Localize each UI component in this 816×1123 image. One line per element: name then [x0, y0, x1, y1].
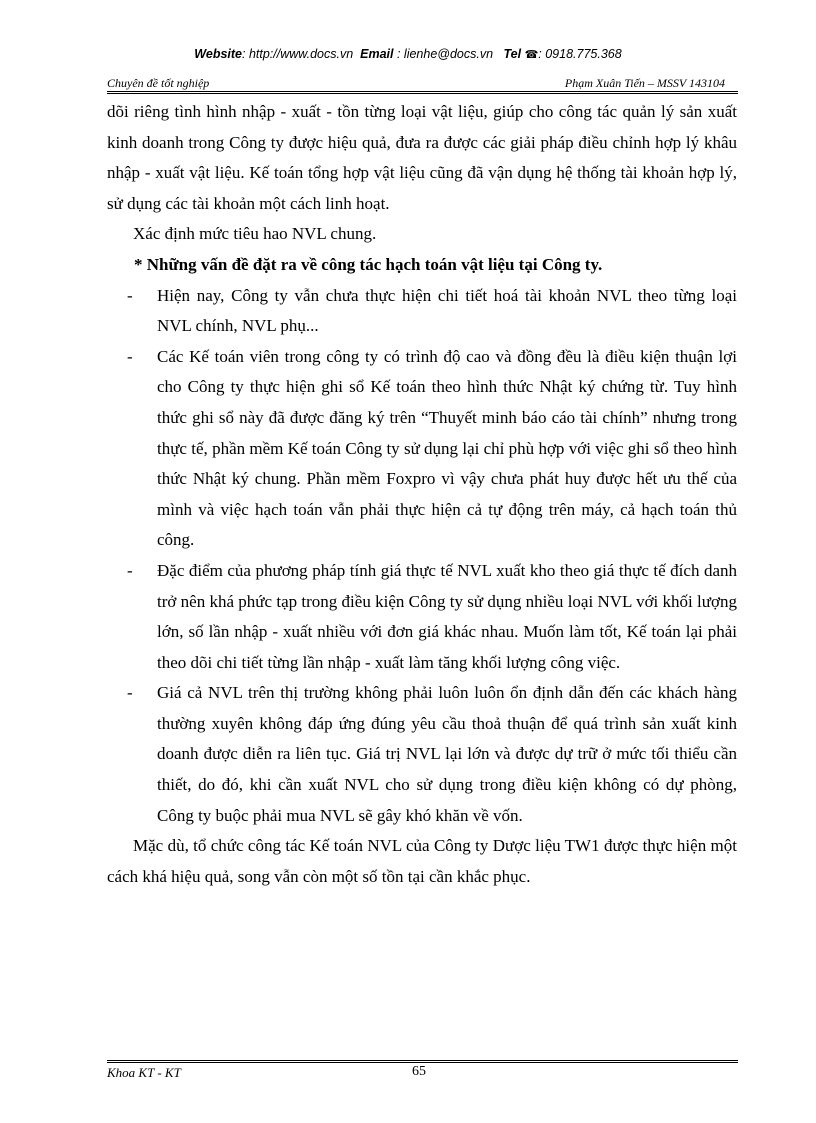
- tel-label: Tel: [503, 47, 522, 61]
- running-header: [107, 72, 737, 90]
- list-item: [107, 342, 737, 556]
- footer-rule: [107, 1060, 738, 1063]
- paragraph-conclusion: Mặc dù, tổ chức công tác Kế toán NVL của Công ty Dược liệu TW1 được thực hiện một cách khá hiệu quả, song vẫn còn một số tồn tại cần khắc phục.: [107, 836, 737, 886]
- footer-faculty: Khoa KT - KT: [107, 1065, 181, 1080]
- list-item: [107, 281, 737, 342]
- website-label: Website: [194, 47, 242, 61]
- website-contact-bar: [0, 47, 816, 61]
- list-item-text: Giá cả NVL trên thị trường không phải luôn luôn ổn định dẫn đến các khách hàng thường xuyên không đáp ứng đúng yêu cầu thoả thuận để quá trình sản xuất kinh doanh được diễn ra liên tục. Giá trị NVL lại lớn và được dự trữ ở mức tối thiểu cần thiết, do đó, khi cần xuất NVL cho sử dụng trong điều kiện không có dự phòng, Công ty buộc phải mua NVL sẽ gây khó khăn về vốn.: [157, 683, 737, 825]
- tel-number: : 0918.775.368: [538, 47, 622, 61]
- phone-icon: ☎: [524, 49, 539, 61]
- page-number: 65: [412, 1064, 426, 1079]
- paragraph-consumption: Xác định mức tiêu hao NVL chung.: [133, 224, 377, 244]
- email-label: Email: [360, 47, 394, 61]
- bullet-dash: -: [127, 346, 133, 366]
- header-right: Phạm Xuân Tiến – MSSV 143104: [564, 76, 725, 90]
- list-item: [107, 678, 737, 831]
- list-item-text: Hiện nay, Công ty vẫn chưa thực hiện chi tiết hoá tài khoản NVL theo từng loại NVL chính, NVL phụ...: [157, 285, 737, 336]
- list-item-text: Đặc điểm của phương pháp tính giá thực tế NVL xuất kho theo giá thực tế đích danh trở nên khá phức tạp trong điều kiện Công ty sử dụng nhiều loại NVL với khối lượng lớn, số lần nhập - xuất nhiều với đơn giá khác nhau. Muốn làm tốt, Kế toán lại phải theo dõi chi tiết từng lần nhập - xuất làm tăng khối lượng công việc.: [157, 560, 737, 672]
- section-subheading: * Những vấn đề đặt ra về công tác hạch toán vật liệu tại Công ty.: [134, 254, 603, 274]
- list-item-text: Các Kế toán viên trong công ty có trình độ cao và đồng đều là điều kiện thuận lợi cho Công ty thực hiện ghi sổ Kế toán theo hình thức Nhật ký chứng từ. Tuy hình thức ghi sổ này đã được đăng ký trên “Thuyết minh báo cáo tài chính” nhưng trong thực tế, phần mềm Kế toán Công ty sử dụng lại chỉ phù hợp với việc ghi sổ theo hình thức Nhật ký chung. Phần mềm Foxpro vì vậy chưa phát huy được hết ưu thế của mình và việc hạch toán vẫn phải thực hiện cả tự động trên máy, cả hạch toán thủ công.: [157, 346, 737, 550]
- page-body: [107, 97, 737, 892]
- website-url: : http://www.docs.vn: [242, 47, 354, 61]
- header-left: Chuyên đề tốt nghiệp: [107, 76, 210, 90]
- bullet-dash: -: [127, 285, 133, 305]
- paragraph-continuation: dõi riêng tình hình nhập - xuất - tồn từng loại vật liệu, giúp cho công tác quản lý sản xuất kinh doanh trong Công ty được hiệu quả, đưa ra được các giải pháp điều chỉnh hợp lý khâu nhập - xuất vật liệu. Kế toán tổng hợp vật liệu cũng đã vận dụng hệ thống tài khoản hợp lý, sử dụng các tài khoản một cách linh hoạt.: [107, 102, 737, 213]
- bullet-dash: -: [127, 560, 133, 580]
- bullet-dash: -: [127, 683, 133, 703]
- header-rule: [107, 91, 738, 94]
- list-item: [107, 556, 737, 678]
- email-address: : lienhe@docs.vn: [396, 47, 494, 61]
